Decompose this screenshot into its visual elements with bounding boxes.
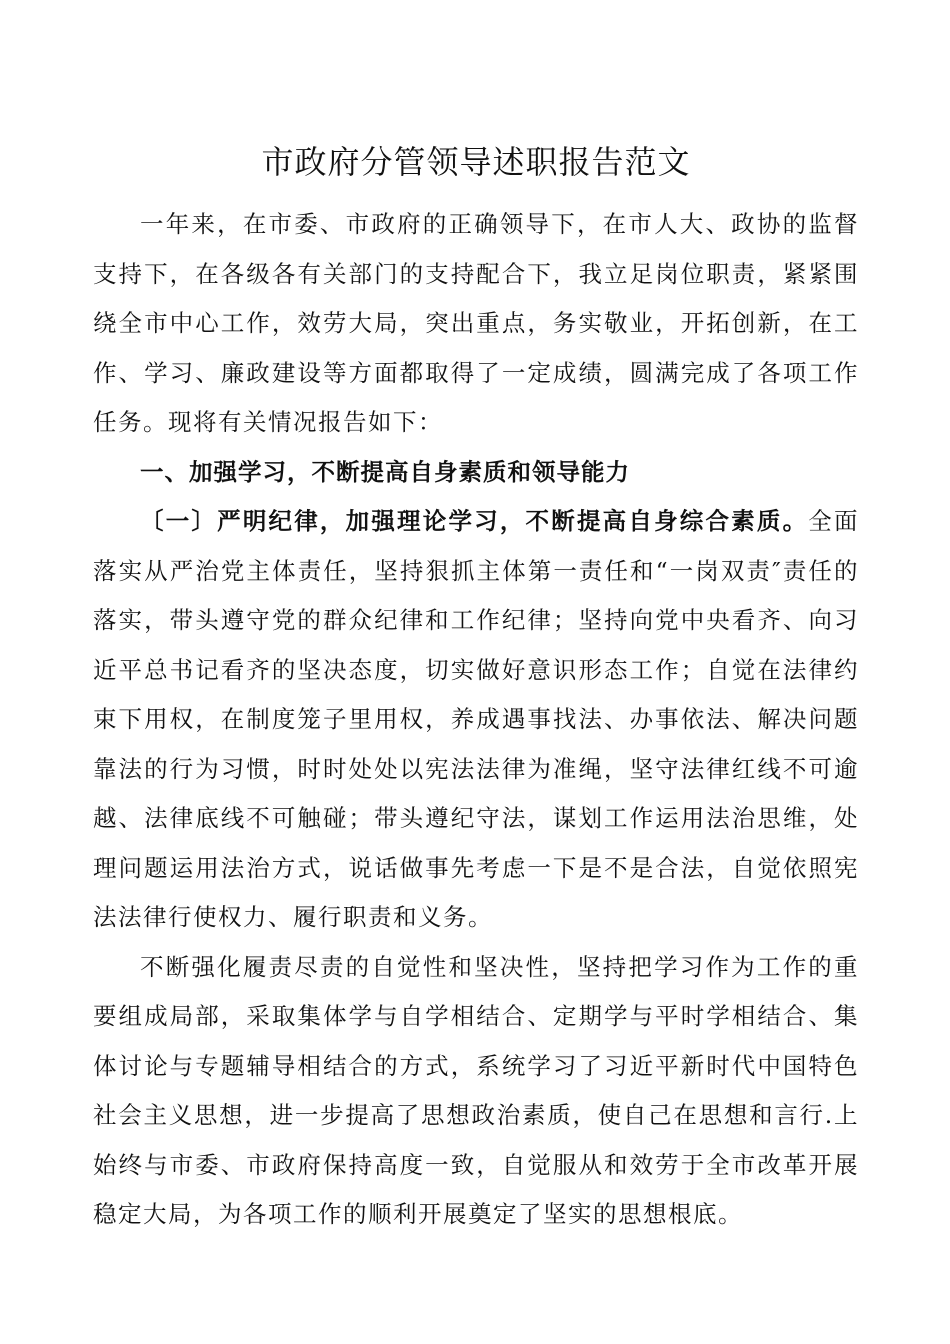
section-heading: 一、加强学习，不断提高自身素质和领导能力 (140, 457, 630, 486)
subsection-body: 全面落实从严治党主体责任，坚持狠抓主体第一责任和“一岗双责″责任的落实，带头遵守党的群众纪律和工作纪律；坚持向党中央看齐、向习近平总书记看齐的坚决态度，切实做好意识形态工作；自觉在法律约束下用权，在制度笼子里用权，养成遇事找法、办事依法、解决问题靠法的行为习惯，时时处处以宪法法律为准绳，坚守法律红线不可逾越、法律底线不可触碰；带头遵纪守法，谋划工作运用法治思维，处理问题运用法治方式，说话做事先考虑一下是不是合法，自觉依照宪法法律行使权力、履行职责和义务。 (93, 507, 860, 931)
intro-paragraph: 一年来，在市委、市政府的正确领导下，在市人大、政协的监督支持下，在各级各有关部门的支持配合下，我立足岗位职责，紧紧围绕全市中心工作，效劳大局，突出重点，务实敬业，开拓创新，在工作、学习、廉政建设等方面都取得了一定成绩，圆满完成了各项工作任务。现将有关情况报告如下： (93, 210, 859, 436)
subsection-paragraph (93, 497, 859, 943)
document-title: 市政府分管领导述职报告范文 (261, 143, 691, 181)
subsection-lead: 〔一〕严明纪律，加强理论学习，不断提高自身综合素质。 (140, 507, 809, 535)
body-paragraph: 不断强化履责尽责的自觉性和坚决性，坚持把学习作为工作的重要组成局部，采取集体学与自学相结合、定期学与平时学相结合、集体讨论与专题辅导相结合的方式，系统学习了习近平新时代中国特色社会主义思想，进一步提高了思想政治素质，使自己在思想和言行.上始终与市委、市政府保持高度一致，自觉服从和效劳于全市改革开展稳定大局，为各项工作的顺利开展奠定了坚实的思想根底。 (93, 952, 859, 1228)
document-page (93, 138, 859, 1240)
